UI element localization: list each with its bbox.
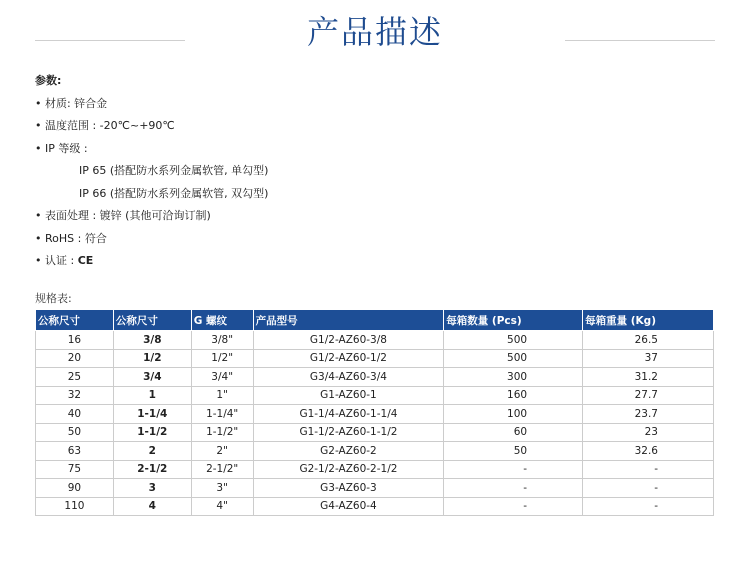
table-row <box>36 479 714 498</box>
cell-nominal-inch: 3/4 <box>113 368 191 387</box>
cell-nominal-inch: 1-1/2 <box>113 423 191 442</box>
cell-g-thread: 1" <box>191 386 253 405</box>
param-ip66: IP 66 (搭配防水系列金属软管, 双勾型) <box>79 186 269 200</box>
cell-weight: - <box>583 460 714 479</box>
param-rohs: • RoHS : 符合 <box>35 231 107 245</box>
cell-weight: 31.2 <box>583 368 714 387</box>
cell-qty: 500 <box>444 349 583 368</box>
cell-model: G2-1/2-AZ60-2-1/2 <box>253 460 444 479</box>
cell-nominal-mm: 63 <box>36 442 114 461</box>
title-section <box>0 10 750 54</box>
header-nominal-size-mm: 公称尺寸 <box>36 310 114 331</box>
spec-table-label: 规格表: <box>35 292 72 305</box>
cell-nominal-inch: 1 <box>113 386 191 405</box>
param-ip65: IP 65 (搭配防水系列金属软管, 单勾型) <box>79 164 269 177</box>
cell-g-thread: 3" <box>191 479 253 498</box>
cell-qty: 500 <box>444 331 583 350</box>
table-row <box>36 497 714 516</box>
cell-g-thread: 1-1/4" <box>191 405 253 424</box>
table-row <box>36 423 714 442</box>
parameters-list <box>35 70 268 273</box>
cell-nominal-mm: 110 <box>36 497 114 516</box>
cell-g-thread: 4" <box>191 497 253 516</box>
param-ip-rating: • IP 等级 : <box>35 141 88 155</box>
table-row <box>36 368 714 387</box>
param-surface: • 表面处理 : 镀锌 (其他可洽询订制) <box>35 209 211 222</box>
cell-model: G1/2-AZ60-1/2 <box>253 349 444 368</box>
param-certification <box>35 250 268 273</box>
cert-value: CE <box>77 254 94 267</box>
cell-nominal-mm: 75 <box>36 460 114 479</box>
table-row <box>36 349 714 368</box>
cell-nominal-inch: 1-1/4 <box>113 405 191 424</box>
table-row <box>36 442 714 461</box>
cell-nominal-mm: 25 <box>36 368 114 387</box>
cell-model: G3/4-AZ60-3/4 <box>253 368 444 387</box>
cell-weight: - <box>583 479 714 498</box>
cell-nominal-inch: 2-1/2 <box>113 460 191 479</box>
cell-g-thread: 3/4" <box>191 368 253 387</box>
cell-qty: 60 <box>444 423 583 442</box>
cell-nominal-mm: 50 <box>36 423 114 442</box>
cell-g-thread: 1-1/2" <box>191 423 253 442</box>
cell-weight: 37 <box>583 349 714 368</box>
cell-model: G1-AZ60-1 <box>253 386 444 405</box>
table-row <box>36 460 714 479</box>
table-row <box>36 331 714 350</box>
cell-model: G1-1/2-AZ60-1-1/2 <box>253 423 444 442</box>
title-rule-right <box>565 40 715 41</box>
param-material: • 材质: 锌合金 <box>35 96 108 110</box>
cell-nominal-mm: 40 <box>36 405 114 424</box>
cell-model: G3-AZ60-3 <box>253 479 444 498</box>
header-model: 产品型号 <box>253 310 444 331</box>
cell-weight: 23.7 <box>583 405 714 424</box>
cell-g-thread: 3/8" <box>191 331 253 350</box>
page-title: 产品描述 <box>306 13 443 51</box>
table-row <box>36 386 714 405</box>
cell-model: G1-1/4-AZ60-1-1/4 <box>253 405 444 424</box>
cell-g-thread: 2-1/2" <box>191 460 253 479</box>
cell-g-thread: 1/2" <box>191 349 253 368</box>
cell-qty: 50 <box>444 442 583 461</box>
cell-nominal-inch: 2 <box>113 442 191 461</box>
cell-weight: 27.7 <box>583 386 714 405</box>
table-body <box>36 331 714 516</box>
cell-nominal-mm: 90 <box>36 479 114 498</box>
cell-qty: - <box>444 497 583 516</box>
cell-weight: 32.6 <box>583 442 714 461</box>
cell-nominal-mm: 16 <box>36 331 114 350</box>
header-weight-per-box: 每箱重量 (Kg) <box>583 310 714 331</box>
cert-prefix: • 认证 : <box>35 254 78 267</box>
params-heading: 参数: <box>35 74 62 87</box>
cell-qty: - <box>444 460 583 479</box>
cell-model: G1/2-AZ60-3/8 <box>253 331 444 350</box>
cell-nominal-inch: 3/8 <box>113 331 191 350</box>
table-row <box>36 405 714 424</box>
cell-nominal-inch: 1/2 <box>113 349 191 368</box>
cell-weight: 26.5 <box>583 331 714 350</box>
cell-weight: 23 <box>583 423 714 442</box>
cell-model: G4-AZ60-4 <box>253 497 444 516</box>
cell-qty: - <box>444 479 583 498</box>
cell-weight: - <box>583 497 714 516</box>
cell-nominal-inch: 3 <box>113 479 191 498</box>
cell-nominal-mm: 32 <box>36 386 114 405</box>
spec-table <box>35 309 714 516</box>
header-g-thread: G 螺纹 <box>191 310 253 331</box>
header-qty-per-box: 每箱数量 (Pcs) <box>444 310 583 331</box>
param-temperature: • 温度范围 : -20℃~+90℃ <box>35 119 175 132</box>
cell-g-thread: 2" <box>191 442 253 461</box>
cell-model: G2-AZ60-2 <box>253 442 444 461</box>
table-header-row <box>36 310 714 331</box>
header-nominal-size-inch: 公称尺寸 <box>113 310 191 331</box>
cell-qty: 160 <box>444 386 583 405</box>
cell-qty: 300 <box>444 368 583 387</box>
cell-nominal-mm: 20 <box>36 349 114 368</box>
cell-nominal-inch: 4 <box>113 497 191 516</box>
cell-qty: 100 <box>444 405 583 424</box>
